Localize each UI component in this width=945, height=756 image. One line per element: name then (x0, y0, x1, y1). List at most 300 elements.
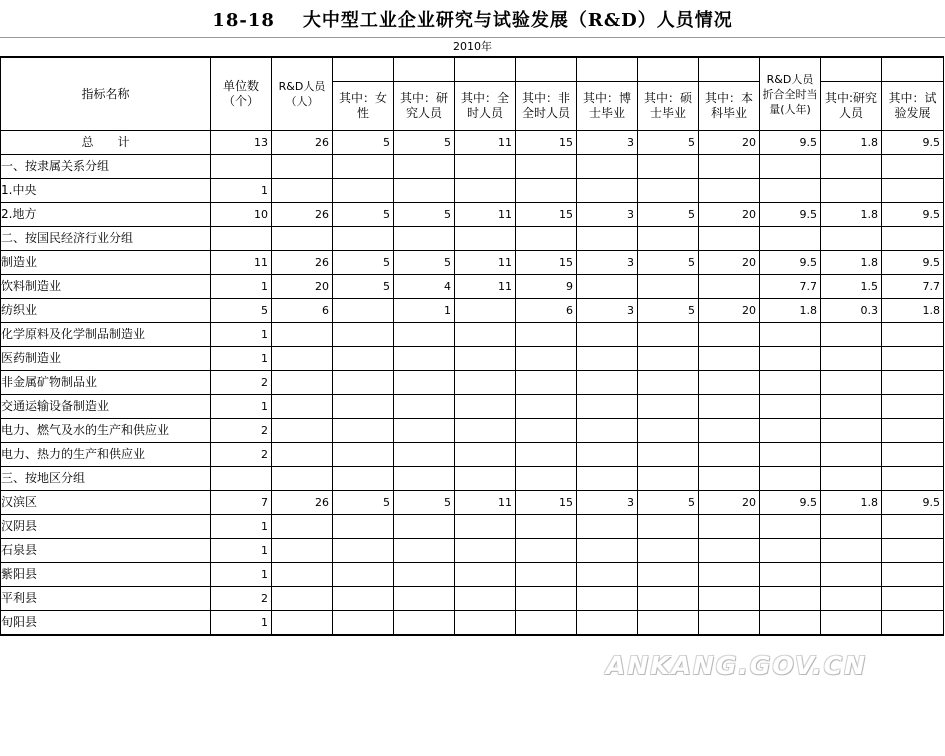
table-cell: 3 (577, 203, 638, 227)
table-cell: 20 (699, 203, 760, 227)
table-cell: 11 (455, 251, 516, 275)
table-cell: 26 (272, 491, 333, 515)
table-cell (333, 563, 394, 587)
table-cell (394, 515, 455, 539)
table-cell: 6 (516, 299, 577, 323)
table-cell (577, 275, 638, 299)
table-cell (699, 611, 760, 636)
table-cell (882, 419, 944, 443)
table-cell (882, 467, 944, 491)
table-cell (821, 419, 882, 443)
table-cell (638, 227, 699, 251)
table-cell: 4 (394, 275, 455, 299)
table-cell (882, 563, 944, 587)
table-row (1, 419, 944, 443)
table-cell (882, 179, 944, 203)
table-cell (882, 587, 944, 611)
table-cell (577, 347, 638, 371)
table-cell: 1.8 (821, 491, 882, 515)
row-label: 1.中央 (1, 179, 211, 203)
row-label: 一、按隶属关系分组 (1, 155, 211, 179)
row-label: 紫阳县 (1, 563, 211, 587)
table-cell (577, 467, 638, 491)
table-cell: 1.8 (821, 203, 882, 227)
table-cell (882, 347, 944, 371)
table-cell (699, 587, 760, 611)
table-title (0, 6, 945, 36)
table-row (1, 131, 944, 155)
table-row (1, 491, 944, 515)
table-cell: 9.5 (882, 131, 944, 155)
table-cell (638, 323, 699, 347)
header-female-cell (333, 57, 394, 131)
table-cell (821, 515, 882, 539)
table-cell: 5 (638, 251, 699, 275)
table-cell: 1 (211, 179, 272, 203)
table-cell: 15 (516, 251, 577, 275)
table-cell (394, 563, 455, 587)
row-label: 交通运输设备制造业 (1, 395, 211, 419)
table-cell (516, 611, 577, 636)
header-fte-research: 其中:研究人员 (824, 90, 878, 120)
table-cell (455, 299, 516, 323)
table-cell: 11 (455, 203, 516, 227)
table-cell (821, 587, 882, 611)
table-cell (638, 587, 699, 611)
row-label: 化学原料及化学制品制造业 (1, 323, 211, 347)
table-number: 18-18 (212, 10, 275, 31)
table-cell (333, 347, 394, 371)
header-fte-experiment: 其中：试验发展 (888, 90, 937, 120)
table-cell: 20 (699, 131, 760, 155)
table-cell: 1 (211, 515, 272, 539)
table-cell: 2 (211, 419, 272, 443)
table-cell (821, 155, 882, 179)
table-cell (577, 539, 638, 563)
table-cell (394, 443, 455, 467)
table-cell: 2 (211, 443, 272, 467)
table-cell (638, 539, 699, 563)
table-cell: 9 (516, 275, 577, 299)
table-cell: 15 (516, 131, 577, 155)
table-cell (516, 443, 577, 467)
table-cell (821, 539, 882, 563)
table-cell (699, 155, 760, 179)
table-cell (394, 611, 455, 636)
table-cell: 3 (577, 491, 638, 515)
table-cell: 11 (455, 491, 516, 515)
header-row (1, 57, 944, 131)
table-cell: 3 (577, 299, 638, 323)
table-cell (455, 155, 516, 179)
table-cell (638, 443, 699, 467)
table-row (1, 323, 944, 347)
table-cell: 1 (211, 275, 272, 299)
table-cell (272, 227, 333, 251)
table-cell: 1 (211, 347, 272, 371)
table-cell (455, 371, 516, 395)
table-cell (516, 563, 577, 587)
table-cell (516, 467, 577, 491)
table-cell (516, 347, 577, 371)
header-researchers-cell (394, 57, 455, 131)
table-cell (760, 395, 821, 419)
header-bachelor: 其中：本科毕业 (704, 90, 753, 120)
table-cell: 1.8 (760, 299, 821, 323)
table-cell (272, 323, 333, 347)
table-cell (882, 323, 944, 347)
table-cell (882, 515, 944, 539)
table-cell (516, 539, 577, 563)
table-cell (638, 371, 699, 395)
table-title-text: 大中型工业企业研究与试验发展（R&D）人员情况 (302, 10, 733, 31)
table-cell (760, 563, 821, 587)
table-cell: 1 (211, 611, 272, 636)
table-cell (333, 467, 394, 491)
table-cell (638, 419, 699, 443)
table-cell (821, 347, 882, 371)
table-cell: 13 (211, 131, 272, 155)
table-cell (760, 323, 821, 347)
table-cell (333, 611, 394, 636)
table-cell: 9.5 (882, 251, 944, 275)
row-label: 医药制造业 (1, 347, 211, 371)
table-cell (333, 227, 394, 251)
table-cell: 5 (394, 203, 455, 227)
table-cell (760, 467, 821, 491)
table-cell (333, 395, 394, 419)
table-cell (394, 155, 455, 179)
table-cell: 7.7 (760, 275, 821, 299)
row-label-total: 总 计 (1, 131, 211, 155)
table-cell: 20 (699, 491, 760, 515)
table-cell (272, 563, 333, 587)
header-fulltime-cell (455, 57, 516, 131)
table-cell (882, 155, 944, 179)
row-label: 电力、热力的生产和供应业 (1, 443, 211, 467)
table-cell (577, 563, 638, 587)
row-label: 平利县 (1, 587, 211, 611)
table-cell: 26 (272, 131, 333, 155)
table-cell: 9.5 (760, 251, 821, 275)
table-cell: 5 (333, 203, 394, 227)
table-cell (211, 155, 272, 179)
rd-staff-table (0, 56, 944, 636)
table-cell: 15 (516, 491, 577, 515)
table-cell (333, 587, 394, 611)
header-master: 其中：硕士毕业 (643, 90, 692, 120)
table-cell (821, 395, 882, 419)
header-fte-research-cell (821, 57, 882, 131)
table-cell (394, 371, 455, 395)
table-cell (699, 323, 760, 347)
row-label: 汉阴县 (1, 515, 211, 539)
table-cell (516, 371, 577, 395)
table-cell: 1.8 (821, 251, 882, 275)
table-cell (272, 179, 333, 203)
table-cell (699, 347, 760, 371)
table-cell (882, 371, 944, 395)
row-label: 汉滨区 (1, 491, 211, 515)
row-label: 二、按国民经济行业分组 (1, 227, 211, 251)
table-cell: 3 (577, 251, 638, 275)
table-cell: 1 (211, 323, 272, 347)
table-row (1, 227, 944, 251)
table-cell (760, 155, 821, 179)
table-cell (333, 419, 394, 443)
table-cell (760, 347, 821, 371)
table-cell: 1.5 (821, 275, 882, 299)
table-cell (699, 563, 760, 587)
table-cell (638, 347, 699, 371)
table-cell (638, 515, 699, 539)
table-cell: 5 (638, 131, 699, 155)
header-bachelor-cell (699, 57, 760, 131)
table-cell (272, 155, 333, 179)
table-cell (272, 515, 333, 539)
table-cell (821, 371, 882, 395)
header-rd-staff: R&D人员（人） (272, 57, 333, 131)
table-cell (882, 611, 944, 636)
table-cell (821, 323, 882, 347)
table-cell (333, 299, 394, 323)
table-cell (211, 467, 272, 491)
table-cell: 0.3 (821, 299, 882, 323)
table-cell (272, 539, 333, 563)
table-cell (577, 611, 638, 636)
table-cell (882, 539, 944, 563)
table-cell: 20 (699, 299, 760, 323)
table-cell: 6 (272, 299, 333, 323)
row-label: 电力、燃气及水的生产和供应业 (1, 419, 211, 443)
table-row (1, 395, 944, 419)
table-cell: 20 (272, 275, 333, 299)
table-cell (577, 587, 638, 611)
table-cell (699, 467, 760, 491)
table-cell: 5 (333, 251, 394, 275)
table-row (1, 467, 944, 491)
table-cell (638, 395, 699, 419)
table-cell: 26 (272, 203, 333, 227)
table-cell: 2 (211, 371, 272, 395)
table-cell: 9.5 (760, 203, 821, 227)
row-label: 纺织业 (1, 299, 211, 323)
table-cell: 5 (638, 299, 699, 323)
header-fte: R&D人员折合全时当量(人年) (762, 72, 818, 116)
table-cell (333, 179, 394, 203)
table-cell (760, 371, 821, 395)
table-cell (638, 155, 699, 179)
table-row (1, 251, 944, 275)
table-cell: 5 (394, 251, 455, 275)
header-female: 其中：女性 (338, 90, 387, 120)
table-cell (699, 395, 760, 419)
table-cell: 5 (333, 275, 394, 299)
table-cell (760, 179, 821, 203)
table-cell (455, 539, 516, 563)
table-cell (394, 179, 455, 203)
table-cell (699, 515, 760, 539)
table-cell: 26 (272, 251, 333, 275)
table-cell (455, 395, 516, 419)
table-cell (821, 179, 882, 203)
table-cell (821, 227, 882, 251)
table-body (1, 131, 944, 636)
table-cell (333, 155, 394, 179)
table-cell: 7.7 (882, 275, 944, 299)
table-cell (394, 587, 455, 611)
table-cell (455, 443, 516, 467)
table-cell (272, 347, 333, 371)
table-cell (821, 611, 882, 636)
table-cell: 9.5 (760, 491, 821, 515)
table-cell (333, 323, 394, 347)
row-label: 制造业 (1, 251, 211, 275)
table-cell (577, 419, 638, 443)
table-cell: 1 (211, 539, 272, 563)
table-cell (272, 371, 333, 395)
table-cell (638, 179, 699, 203)
table-cell (455, 179, 516, 203)
table-cell (760, 611, 821, 636)
table-cell (272, 443, 333, 467)
table-cell (577, 515, 638, 539)
table-cell: 15 (516, 203, 577, 227)
table-cell (455, 515, 516, 539)
table-cell (394, 419, 455, 443)
table-cell (455, 347, 516, 371)
table-cell (516, 155, 577, 179)
table-row (1, 587, 944, 611)
table-cell: 1 (211, 395, 272, 419)
table-cell: 5 (394, 491, 455, 515)
header-master-cell (638, 57, 699, 131)
table-row (1, 347, 944, 371)
table-cell (272, 587, 333, 611)
table-cell: 5 (394, 131, 455, 155)
table-row (1, 539, 944, 563)
table-cell (455, 587, 516, 611)
table-cell (760, 443, 821, 467)
table-cell (699, 371, 760, 395)
table-cell (882, 395, 944, 419)
row-label: 旬阳县 (1, 611, 211, 636)
header-nonfulltime: 其中：非全时人员 (521, 90, 570, 120)
table-cell: 1 (211, 563, 272, 587)
table-cell (760, 515, 821, 539)
table-cell (760, 539, 821, 563)
table-cell (516, 323, 577, 347)
table-cell (699, 179, 760, 203)
table-cell (577, 179, 638, 203)
row-label: 三、按地区分组 (1, 467, 211, 491)
table-cell (394, 323, 455, 347)
header-fte-experiment-cell (882, 57, 944, 131)
header-nonfulltime-cell (516, 57, 577, 131)
table-cell: 3 (577, 131, 638, 155)
header-units: 单位数（个） (211, 57, 272, 131)
table-cell (272, 611, 333, 636)
table-cell (272, 419, 333, 443)
header-phd-cell (577, 57, 638, 131)
table-cell (455, 323, 516, 347)
table-cell (455, 227, 516, 251)
header-fte-cell (760, 57, 821, 131)
table-cell (333, 539, 394, 563)
table-row (1, 563, 944, 587)
table-cell (760, 419, 821, 443)
table-cell (394, 467, 455, 491)
header-phd: 其中：博士毕业 (582, 90, 631, 120)
table-cell: 11 (455, 275, 516, 299)
table-cell (577, 155, 638, 179)
table-cell (394, 227, 455, 251)
table-cell: 2 (211, 587, 272, 611)
row-label: 2.地方 (1, 203, 211, 227)
table-cell: 9.5 (760, 131, 821, 155)
table-cell (333, 515, 394, 539)
table-cell (455, 611, 516, 636)
table-cell (577, 395, 638, 419)
table-cell (699, 539, 760, 563)
table-cell (516, 395, 577, 419)
table-cell: 1.8 (821, 131, 882, 155)
table-row (1, 371, 944, 395)
row-label: 饮料制造业 (1, 275, 211, 299)
table-cell (882, 227, 944, 251)
table-cell: 5 (638, 203, 699, 227)
table-cell (638, 467, 699, 491)
table-cell: 9.5 (882, 491, 944, 515)
header-fulltime: 其中：全时人员 (460, 90, 509, 120)
table-cell (211, 227, 272, 251)
table-cell: 10 (211, 203, 272, 227)
row-label: 石泉县 (1, 539, 211, 563)
table-cell (638, 275, 699, 299)
table-row (1, 299, 944, 323)
table-cell: 20 (699, 251, 760, 275)
table-cell: 11 (211, 251, 272, 275)
table-cell (760, 587, 821, 611)
table-cell (272, 467, 333, 491)
table-cell (394, 347, 455, 371)
table-row (1, 611, 944, 636)
table-row (1, 275, 944, 299)
table-row (1, 515, 944, 539)
table-cell (516, 227, 577, 251)
table-cell: 9.5 (882, 203, 944, 227)
table-cell (516, 515, 577, 539)
header-name: 指标名称 (1, 57, 211, 131)
table-cell (821, 443, 882, 467)
table-cell (821, 467, 882, 491)
table-row (1, 155, 944, 179)
table-cell (394, 539, 455, 563)
table-cell: 1.8 (882, 299, 944, 323)
table-cell (333, 371, 394, 395)
table-cell (882, 443, 944, 467)
table-row (1, 203, 944, 227)
table-cell (699, 275, 760, 299)
table-cell: 5 (333, 131, 394, 155)
site-watermark: ANKANG.GOV.CN (606, 651, 868, 680)
table-cell (821, 563, 882, 587)
table-cell (699, 443, 760, 467)
table-cell (333, 443, 394, 467)
table-cell: 1 (394, 299, 455, 323)
table-cell (516, 419, 577, 443)
table-row (1, 443, 944, 467)
